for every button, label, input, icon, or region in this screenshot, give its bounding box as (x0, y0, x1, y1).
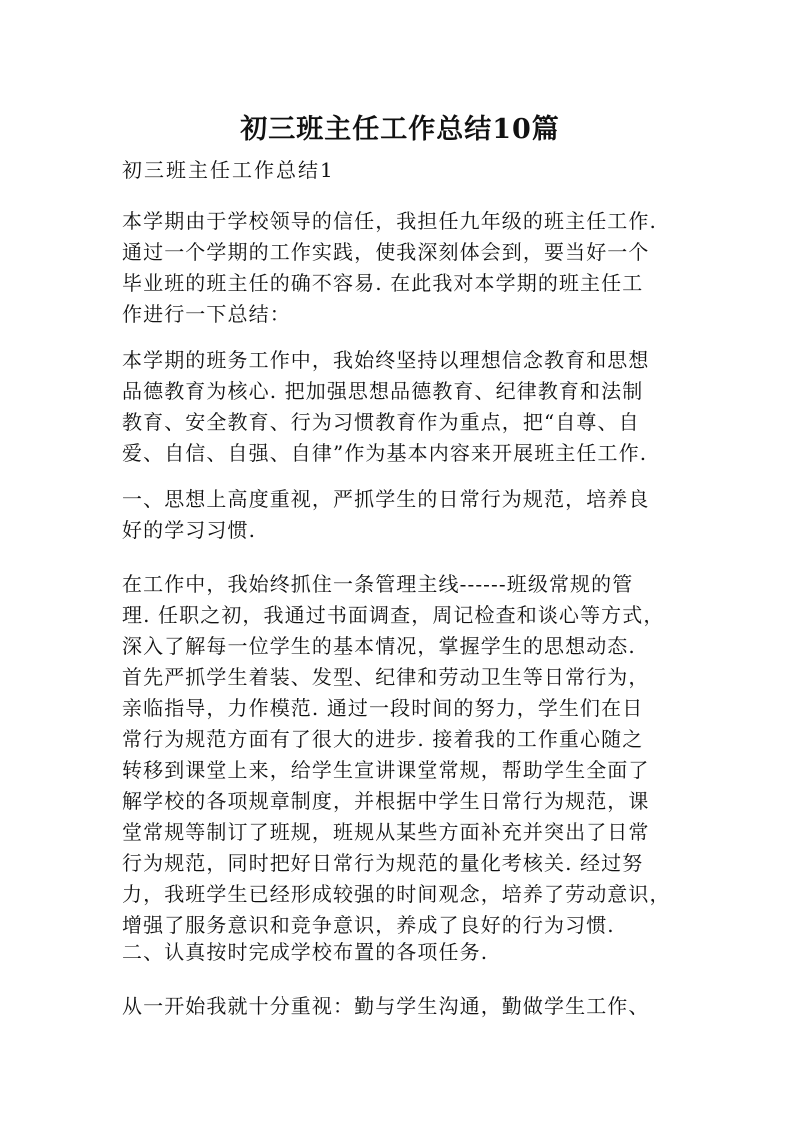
text-line: 教育、安全教育、行为习惯教育作为重点，把“自尊、自 (122, 410, 640, 434)
text-line: 解学校的各项规章制度，并根据中学生日常行为规范，课 (122, 789, 650, 813)
paragraph-intro (122, 206, 682, 330)
text-line: 常行为规范方面有了很大的进步. 接着我的工作重心随之 (122, 727, 644, 751)
text-line: 深入了解每一位学生的基本情况，掌握学生的思想动态. (122, 634, 636, 658)
text-line: 本学期的班务工作中，我始终坚持以理想信念教育和思想 (122, 348, 650, 372)
text-line: 作进行一下总结： (122, 302, 291, 326)
text-line: 毕业班的班主任的确不容易. 在此我对本学期的班主任工 (122, 271, 644, 295)
text-line: 从一开始我就十分重视：勤与学生沟通，勤做学生工作、 (122, 994, 650, 1018)
text-line: 通过一个学期的工作实践，使我深刻体会到，要当好一个 (122, 240, 650, 264)
text-line: 在工作中，我始终抓住一条管理主线------班级常规的管 (122, 572, 634, 596)
text-line: 力，我班学生已经形成较强的时间观念，培养了劳动意识， (122, 882, 671, 906)
text-line: 二、认真按时完成学校布置的各项任务. (122, 940, 489, 964)
text-line: 理. 任职之初，我通过书面调查，周记检查和谈心等方式， (122, 603, 665, 627)
text-line: 增强了服务意识和竞争意识，养成了良好的行为习惯. (122, 913, 615, 937)
text-line: 亲临指导，力作模范. 通过一段时间的努力，学生们在日 (122, 696, 644, 720)
text-line: 爱、自信、自强、自律”作为基本内容来开展班主任工作. (122, 441, 648, 465)
text-line: 转移到课堂上来，给学生宣讲课堂常规，帮助学生全面了 (122, 758, 650, 782)
text-line: 堂常规等制订了班规，班规从某些方面补充并突出了日常 (122, 820, 650, 844)
document-title: 初三班主任工作总结10篇 (240, 114, 560, 145)
paragraph-communication (122, 991, 682, 1022)
text-line: 好的学习习惯. (122, 518, 257, 542)
section-heading: 初三班主任工作总结1 (122, 158, 335, 182)
paragraph-point-one (122, 484, 682, 546)
text-line: 品德教育为核心. 把加强思想品德教育、纪律教育和法制 (122, 379, 644, 403)
paragraph-point-two (122, 937, 682, 968)
paragraph-focus (122, 345, 682, 469)
paragraph-management (122, 569, 682, 941)
text-line: 行为规范，同时把好日常行为规范的量化考核关. 经过努 (122, 851, 644, 875)
text-line: 一、思想上高度重视，严抓学生的日常行为规范，培养良 (122, 487, 650, 511)
text-line: 本学期由于学校领导的信任，我担任九年级的班主任工作. (122, 209, 657, 233)
text-line: 首先严抓学生着装、发型、纪律和劳动卫生等日常行为， (122, 665, 650, 689)
